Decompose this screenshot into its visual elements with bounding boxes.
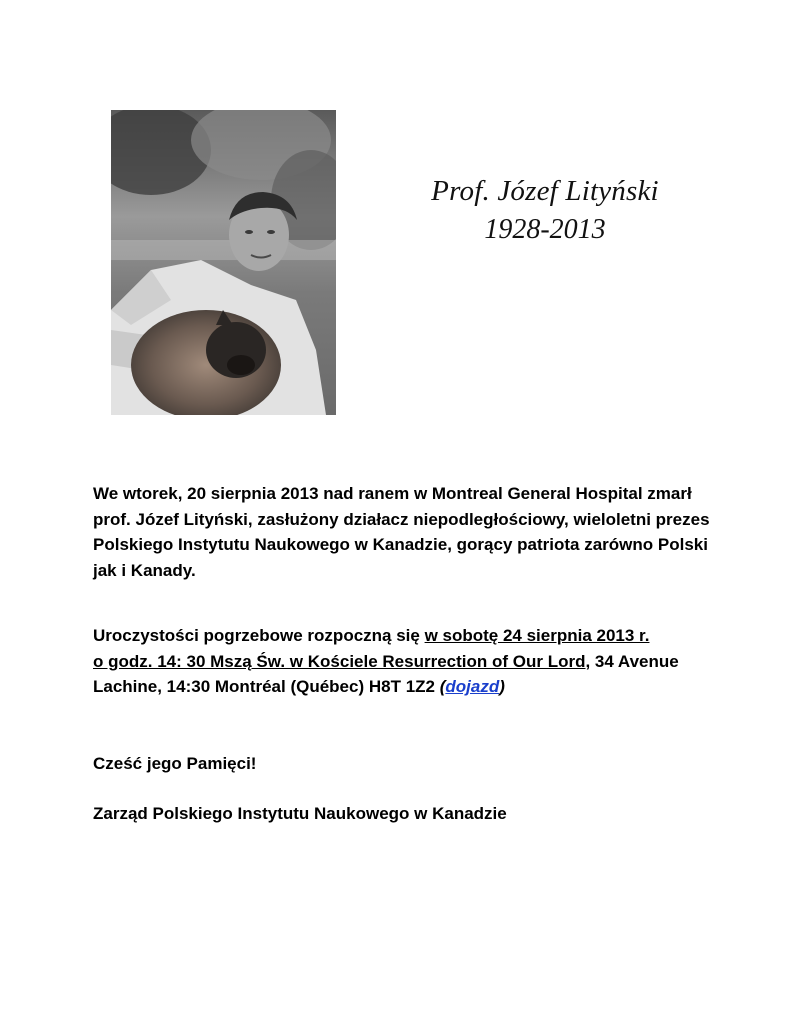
directions-link[interactable]: dojazd [445, 677, 500, 696]
funeral-address: , 34 Avenue Lachine, 14:30 Montréal (Québec) H8T 1Z2 [93, 651, 679, 696]
funeral-paragraph [93, 623, 713, 700]
paren-close: ) [499, 677, 505, 696]
portrait-image [111, 110, 336, 415]
memorial-heading [400, 170, 690, 248]
paren-open: ( [439, 677, 446, 696]
portrait-photo [111, 110, 336, 415]
funeral-intro: Uroczystości pogrzebowe rozpoczną się [93, 626, 425, 645]
funeral-date-line2: o godz. 14: 30 Mszą Św. w Kościele Resurrection of Our Lord [93, 651, 586, 671]
announcement-paragraph: We wtorek, 20 sierpnia 2013 nad ranem w Montreal General Hospital zmarł prof. Józef Lityński, zasłużony działacz niepodległościowy, wieloletni prezes Polskiego Instytutu Naukowego w Kanadzie, gorący patriota zarówno Polski jak i Kanady. [93, 484, 710, 580]
tribute-line: Cześć jego Pamięci! [93, 754, 257, 773]
funeral-date-line1: w sobotę 24 sierpnia 2013 r. [424, 626, 650, 645]
memorial-years: 1928-2013 [484, 214, 606, 245]
memorial-name: Prof. Józef Lityński [431, 175, 659, 207]
signature-line: Zarząd Polskiego Instytutu Naukowego w Kanadzie [93, 804, 507, 823]
